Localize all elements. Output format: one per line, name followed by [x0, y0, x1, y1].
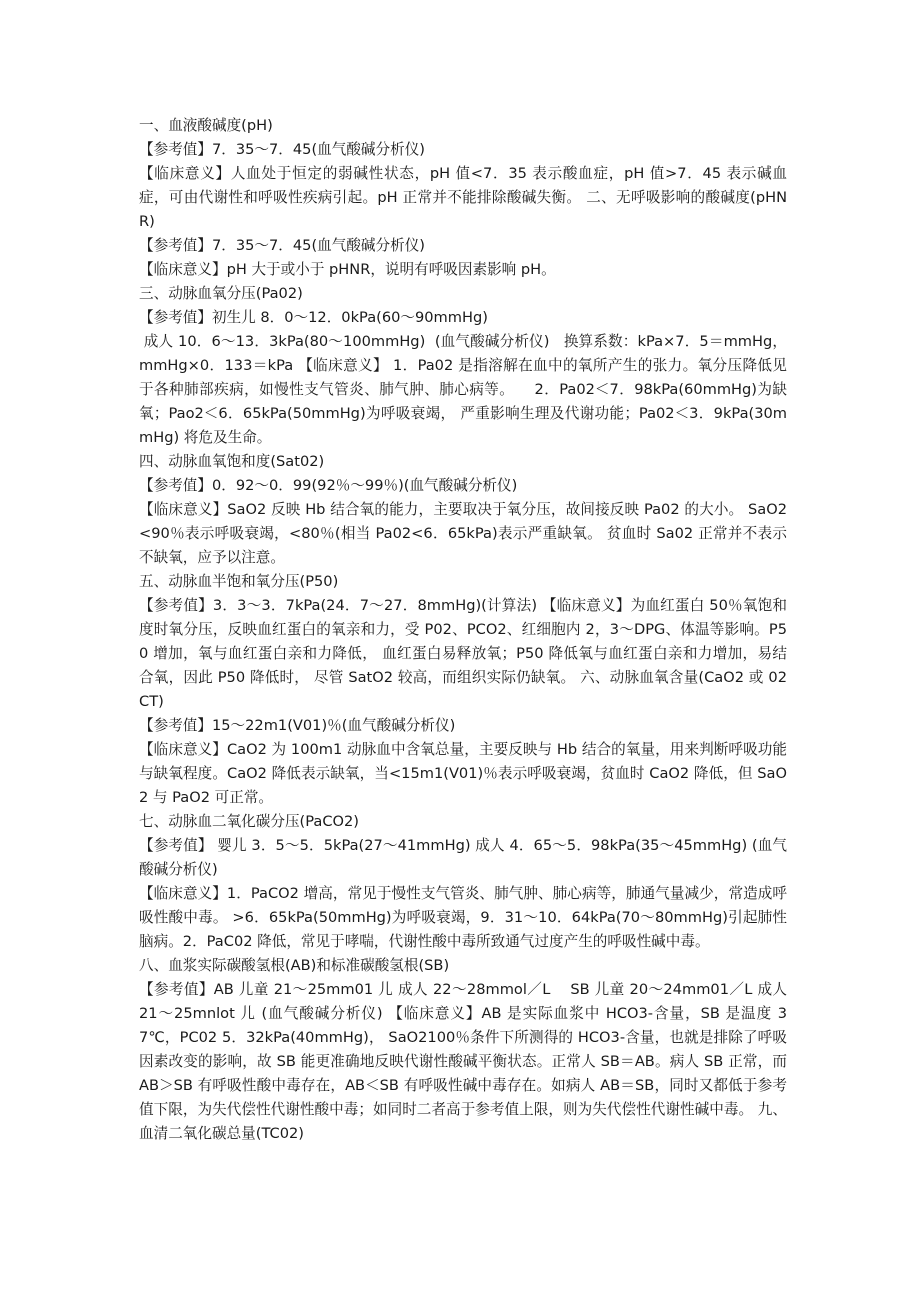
heading-p50: 五、动脉血半饱和氧分压(P50) [139, 573, 339, 590]
document-body [139, 114, 792, 1146]
reference-value-pao2-newborn: 【参考值】初生儿 8．0～12．0kPa(60～90mmHg) [139, 309, 488, 326]
clinical-meaning-cao2: 【临床意义】CaO2 为 100m1 动脉血中含氧总量，主要反映与 Hb 结合的氧量，用来判断呼吸功能与缺氧程度。CaO2 降低表示缺氧，当<15m1(V01)％表示呼吸衰竭，贫血时 CaO2 降低，但 SaO2 与 PaO2 可正常。 [139, 741, 787, 806]
reference-value-sat02: 【参考值】0．92～0．99(92％～99％)(血气酸碱分析仪) [139, 477, 518, 494]
clinical-meaning-ph: 【临床意义】人血处于恒定的弱碱性状态，pH 值<7．35 表示酸血症，pH 值>7．45 表示碱血症，可由代谢性和呼吸性疾病引起。pH 正常并不能排除酸碱失衡。 二、无呼吸影响的酸碱度(pHNR) [139, 165, 787, 230]
heading-ph: 一、血液酸碱度(pH) [139, 117, 273, 134]
reference-value-ab-sb: 【参考值】AB 儿童 21～25mm01 儿 成人 22～28mmol／L SB 儿童 20～24mm01／L 成人 21～25mnlot 儿 (血气酸碱分析仪) 【临床意义】AB 是实际血浆中 HCO3-含量，SB 是温度 37℃，PC02 5．32kPa(40mmHg)， SaO2100％条件下所测得的 HCO3-含量，也就是排除了呼吸因素改变的影响，故 SB 能更准确地反映代谢性酸碱平衡状态。正常人 SB＝AB。病人 SB 正常，而 AB＞SB 有呼吸性酸中毒存在，AB＜SB 有呼吸性碱中毒存在。如病人 AB＝SB，同时又都低于参考值下限，为失代偿性代谢性酸中毒；如同时二者高于参考值上限，则为失代偿性代谢性碱中毒。 九、血清二氧化碳总量(TC02) [139, 981, 792, 1142]
reference-value-paco2: 【参考值】 婴儿 3．5～5．5kPa(27～41mmHg) 成人 4．65～5．98kPa(35～45mmHg) (血气酸碱分析仪) [139, 837, 787, 878]
reference-value-cao2: 【参考值】15～22m1(V01)％(血气酸碱分析仪) [139, 717, 456, 734]
clinical-meaning-paco2: 【临床意义】1．PaCO2 增高，常见于慢性支气管炎、肺气肿、肺心病等，肺通气量减少，常造成呼吸性酸中毒。 >6．65kPa(50mmHg)为呼吸衰竭，9．31～10．64kPa(70～80mmHg)引起肺性脑病。2．PaC02 降低，常见于哮喘，代谢性酸中毒所致通气过度产生的呼吸性碱中毒。 [139, 885, 787, 950]
clinical-meaning-sao2: 【临床意义】SaO2 反映 Hb 结合氧的能力，主要取决于氧分压，故间接反映 Pa02 的大小。 SaO2<90％表示呼吸衰竭，<80％(相当 Pa02<6．65kPa)表示严重缺氧。 贫血时 Sa02 正常并不表示不缺氧，应予以注意。 [139, 501, 787, 566]
heading-pao2: 三、动脉血氧分压(Pa02) [139, 285, 303, 302]
reference-value-phnr: 【参考值】7．35～7．45(血气酸碱分析仪) [139, 237, 426, 254]
heading-ab-sb: 八、血浆实际碳酸氢根(AB)和标准碳酸氢根(SB) [139, 957, 450, 974]
reference-value-ph: 【参考值】7．35～7．45(血气酸碱分析仪) [139, 141, 426, 158]
reference-value-pao2-adult: 成人 10．6～13．3kPa(80～100mmHg) (血气酸碱分析仪) 换算系数：kPa×7．5＝mmHg，mmHg×0．133＝kPa 【临床意义】 1．Pa02 是指溶解在血中的氧所产生的张力。氧分压降低见于各种肺部疾病，如慢性支气管炎、肺气肿、肺心病等。 2．Pa02＜7．98kPa(60mmHg)为缺氧；Pao2＜6．65kPa(50mmHg)为呼吸衰竭， 严重影响生理及代谢功能；Pa02＜3．9kPa(30mmHg) 将危及生命。 [139, 333, 787, 446]
heading-sat02: 四、动脉血氧饱和度(Sat02) [139, 453, 325, 470]
clinical-meaning-phnr: 【临床意义】pH 大于或小于 pHNR，说明有呼吸因素影响 pH。 [139, 261, 556, 278]
heading-paco2: 七、动脉血二氧化碳分压(PaCO2) [139, 813, 359, 830]
reference-value-p50: 【参考值】3．3～3．7kPa(24．7～27．8mmHg)(计算法) 【临床意义】为血红蛋白 50％氧饱和度时氧分压，反映血红蛋白的氧亲和力，受 P02、PCO2、红细胞内 2，3～DPG、体温等影响。P50 增加，氧与血红蛋白亲和力降低， 血红蛋白易释放氧；P50 降低氧与血红蛋白亲和力增加，易结合氧，因此 P50 降低时， 尽管 SatO2 较高，而组织实际仍缺氧。 六、动脉血氧含量(CaO2 或 02CT) [139, 597, 787, 710]
